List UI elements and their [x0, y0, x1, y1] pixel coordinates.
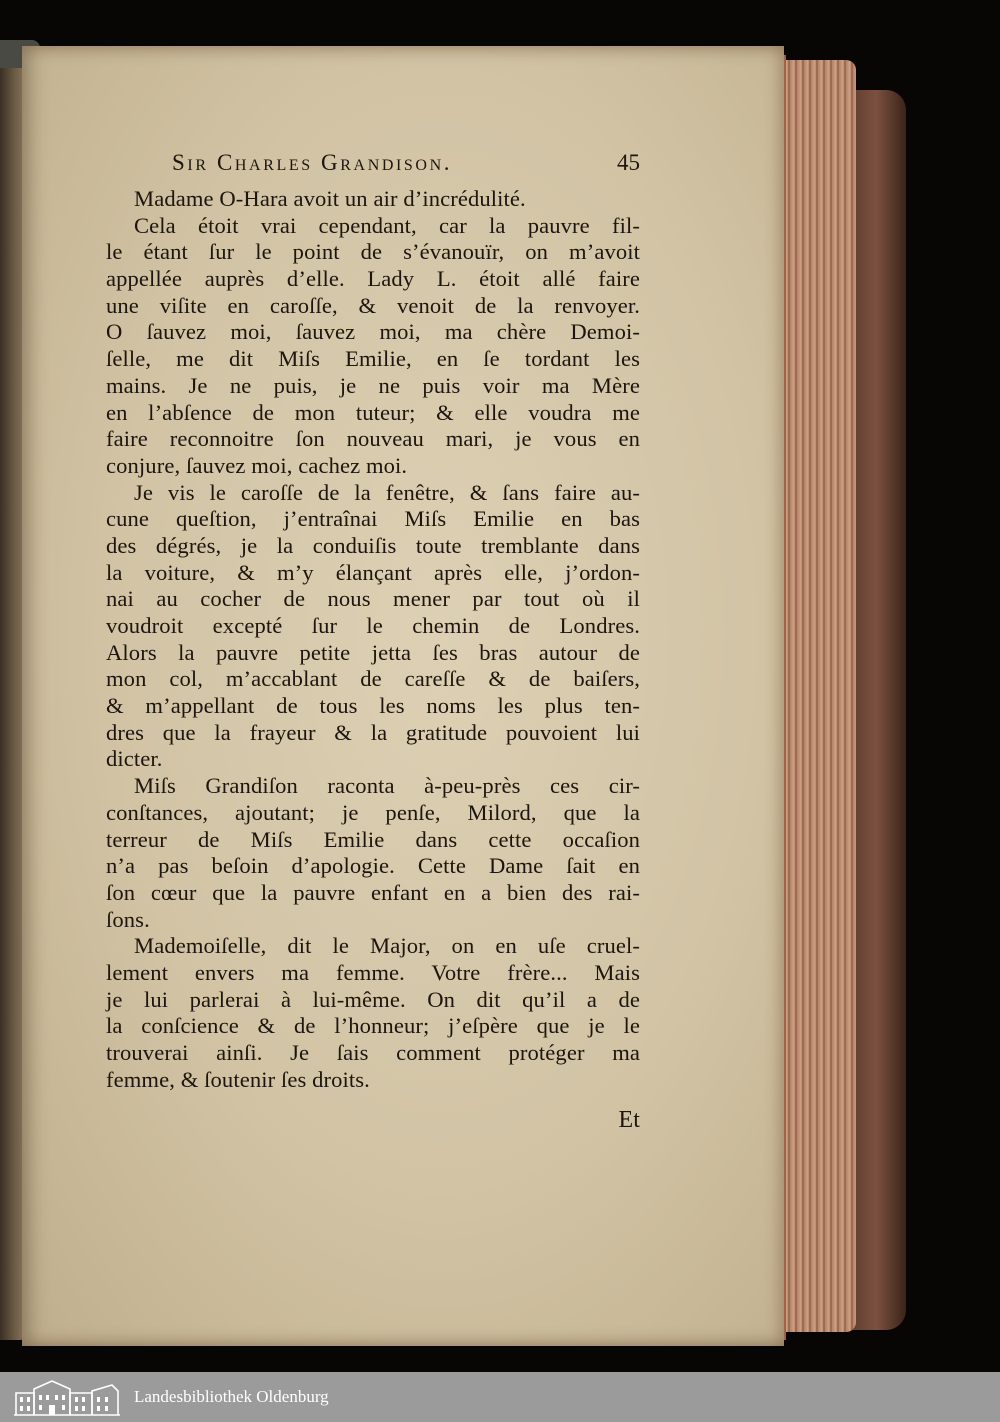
footer-bar	[0, 1372, 1000, 1422]
text-line: O ſauvez moi, ſauvez moi, ma chère Demoi-	[106, 319, 640, 345]
text-line: Je vis le caroſſe de la fenêtre, & ſans faire au-	[134, 479, 640, 505]
text-line: ſelle, me dit Miſs Emilie, en ſe tordant les	[106, 346, 640, 372]
page-stack-edge	[784, 60, 856, 1332]
page-number: 45	[617, 150, 640, 175]
body-text	[106, 186, 640, 1093]
text-line: n’a pas beſoin d’apologie. Cette Dame ſait en	[106, 853, 640, 879]
text-line: conſtances, ajoutant; je penſe, Milord, que la	[106, 799, 640, 825]
text-line: ſons.	[106, 906, 150, 932]
library-name: Landesbibliothek Oldenburg	[134, 1387, 329, 1406]
text-line: Alors la pauvre petite jetta ſes bras autour de	[106, 639, 640, 665]
library-building-icon	[12, 1377, 122, 1417]
text-line: femme, & ſoutenir ſes droits.	[106, 1066, 370, 1092]
text-line: je lui parlerai à lui-même. On dit qu’il a de	[106, 986, 640, 1012]
text-line: conjure, ſauvez moi, cachez moi.	[106, 452, 408, 478]
text-line: le étant ſur le point de s’évanouïr, on m’avoit	[106, 239, 640, 265]
text-line: appellée auprès d’elle. Lady L. étoit allé faire	[106, 266, 640, 292]
text-line: une viſite en caroſſe, & venoit de la renvoyer.	[106, 292, 640, 318]
text-line: trouverai ainſi. Je ſais comment protéger ma	[106, 1040, 640, 1065]
running-header	[172, 150, 640, 180]
text-line: la voiture, & m’y élançant après elle, j’ordon-	[106, 559, 640, 585]
text-line: mon col, m’accablant de careſſe & de baiſers,	[106, 666, 640, 692]
text-line: lement envers ma femme. Votre frère... Mais	[106, 959, 640, 985]
page-text	[106, 150, 640, 1134]
text-line: Cela étoit vrai cependant, car la pauvre fil-	[134, 212, 640, 238]
running-title: Sir Charles Grandison.	[172, 150, 453, 175]
text-line: ſon cœur que la pauvre enfant en a bien des rai-	[106, 879, 640, 905]
text-line: faire reconnoitre ſon nouveau mari, je vous en	[106, 426, 640, 452]
text-line: cune queſtion, j’entraînai Miſs Emilie en bas	[106, 506, 640, 532]
text-line: voudroit excepté ſur le chemin de Londres.	[106, 613, 640, 638]
text-line: Madame O-Hara avoit un air d’incrédulité.	[134, 186, 526, 211]
text-line: la conſcience & de l’honneur; j’eſpère que je le	[106, 1013, 640, 1039]
text-line: terreur de Miſs Emilie dans cette occaſion	[106, 826, 640, 852]
text-line: dicter.	[106, 746, 163, 772]
text-line: Miſs Grandiſon raconta à-peu-près ces cir-	[134, 773, 640, 799]
text-line: dres que la frayeur & la gratitude pouvoient lui	[106, 719, 640, 745]
catchword: Et	[618, 1107, 640, 1134]
text-line: en l’abſence de mon tuteur; & elle voudra me	[106, 399, 640, 425]
text-line: mains. Je ne puis, je ne puis voir ma Mère	[106, 372, 640, 398]
text-line: Mademoiſelle, dit le Major, on en uſe cruel-	[134, 933, 640, 959]
text-line: nai au cocher de nous mener par tout où il	[106, 586, 640, 612]
text-line: & m’appellant de tous les noms les plus ten-	[106, 693, 640, 719]
text-line: des dégrés, je la conduiſis toute tremblante dans	[106, 532, 640, 558]
